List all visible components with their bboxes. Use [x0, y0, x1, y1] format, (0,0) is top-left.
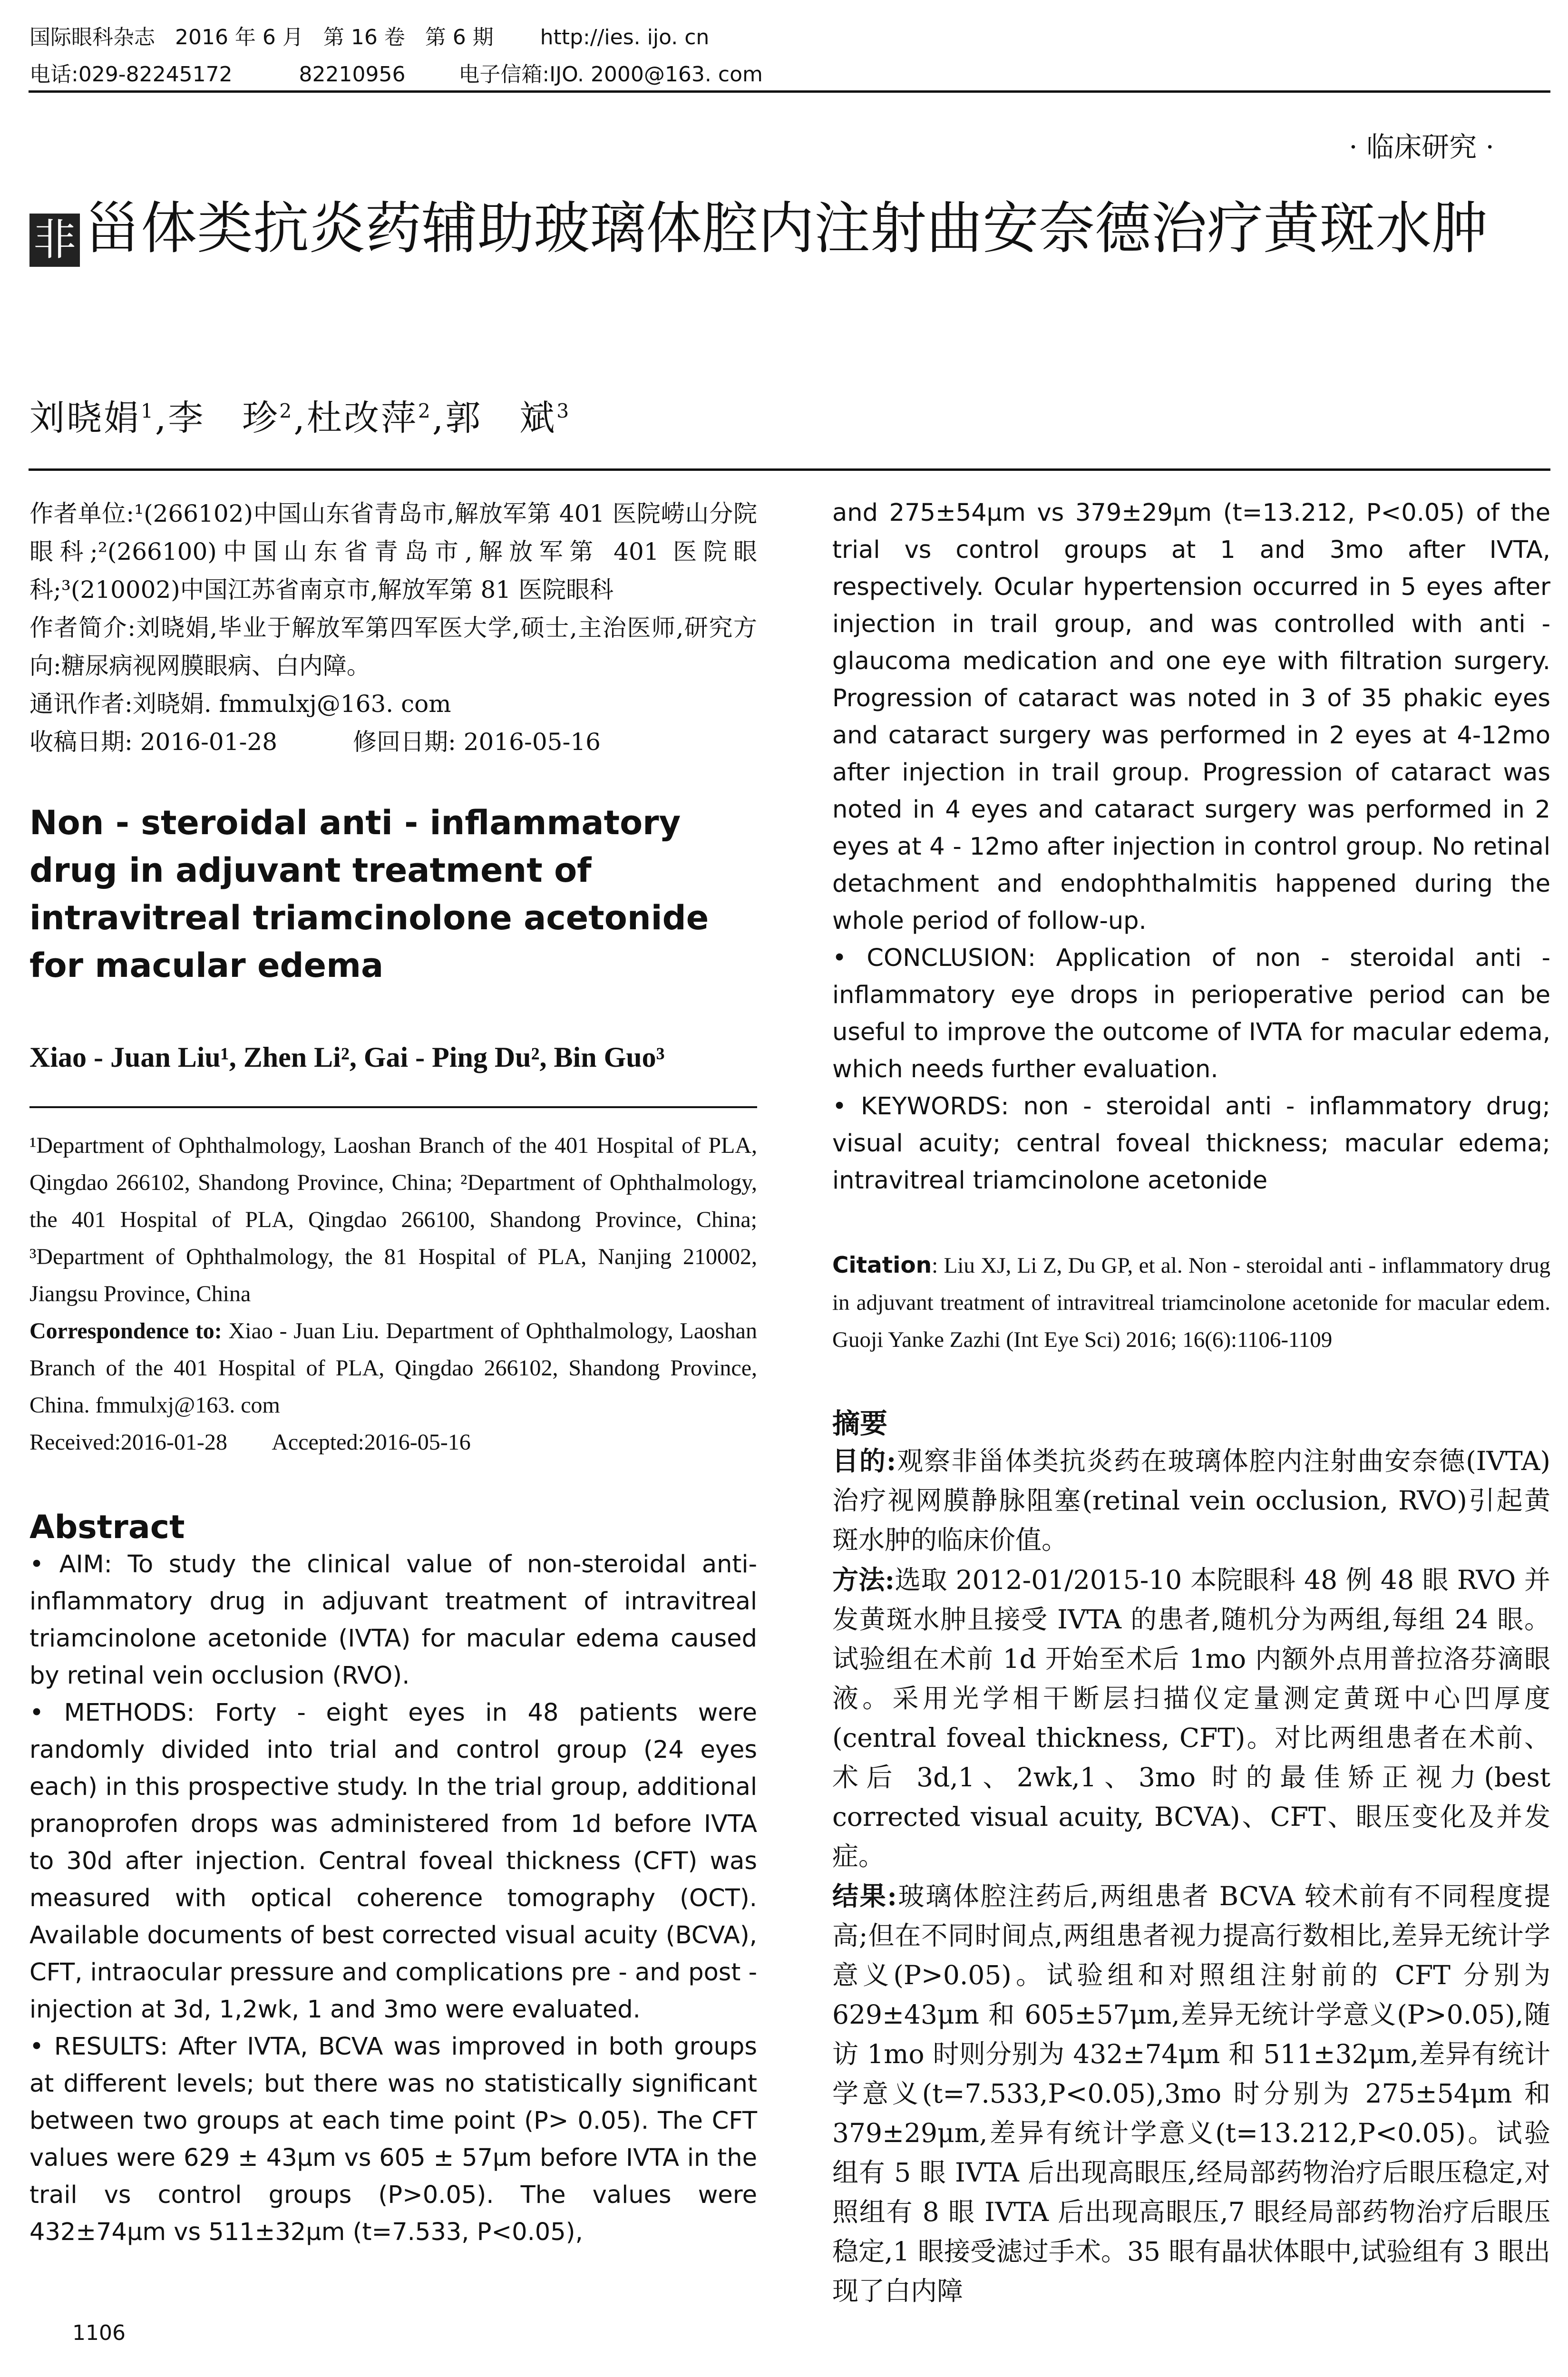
cn-abstract-method — [832, 1560, 1550, 1876]
article-title — [29, 190, 1551, 267]
title-text: 甾体类抗炎药辅助玻璃体腔内注射曲安奈德治疗黄斑水肿 — [85, 195, 1488, 261]
cn-abstract-heading: 摘要 — [832, 1407, 888, 1440]
cn-abstract-purpose — [832, 1441, 1550, 1560]
cn-abstract-result — [832, 1876, 1550, 2311]
author-name: 李 珍 — [168, 398, 280, 438]
corresponding-author-cn: 通讯作者:刘晓娟. fmmulxj@163. com — [29, 690, 451, 718]
method-label: 方法: — [832, 1564, 895, 1595]
journal-header-line1: 国际眼科杂志 2016 年 6 月 第 16 卷 第 6 期 http://ies. ijo. cn — [29, 25, 710, 49]
result-text: 玻璃体腔注药后,两组患者 BCVA 较术前有不同程度提高;但在不同时间点,两组患者视力提高行数相比,差异无统计学意义(P>0.05)。试验组和对照组注射前的 CFT 分别为 629±43μm 和 605±57μm,差异无统计学意义(P>0.05),随访 1mo 时则分别为 432±74μm 和 511±32μm,差异有统计学意义(t=7.533,P<0.05),3mo 时分别为 275±54μm 和 379±29μm,差异有统计学意义(t=13.212,P<0.05)。试验组有 5 眼 IVTA 后出现高眼压,经局部药物治疗后眼压稳定,对照组有 8 眼 IVTA 后出现高眼压,7 眼经局部药物治疗后眼压稳定,1 眼接受滤过手术。35 眼有晶状体眼中,试验组有 3 眼出现了白内障 — [832, 1881, 1550, 2306]
citation-text: : Liu XJ, Li Z, Du GP, et al. Non - steroidal anti - inflammatory drug in adjuvant treatment of intravitreal triamcinolone acetonide for macular edem. Guoji Yanke Zazhi (Int Eye Sci) 2016; 16(6):1106-1109 — [832, 1253, 1550, 1352]
correspondence — [29, 1313, 757, 1424]
abstract-heading: Abstract — [29, 1509, 185, 1546]
citation — [832, 1247, 1550, 1358]
affiliation-rule — [29, 1106, 757, 1108]
author-affil-mark: 2 — [418, 399, 432, 423]
abstract-results-continued: and 275±54μm vs 379±29μm (t=13.212, P<0.05) of the trial vs control groups at 1 and 3mo after IVTA, respectively. Ocular hypertension occurred in 5 eyes after injection in trail group, and was controlled with anti - glaucoma medication and one eye with filtration surgery. Progression of cataract was noted in 3 of 35 phakic eyes and cataract surgery was performed in 2 eyes at 4-12mo after injection in trail group. Progression of cataract was noted in 4 eyes and cataract surgery was performed in 2 eyes at 4 - 12mo after injection in control group. No retinal detachment and endophthalmitis happened during the whole period of follow-up. — [832, 499, 1550, 935]
correspondence-label: Correspondence to: — [29, 1318, 222, 1344]
english-authors: Xiao - Juan Liu¹, Zhen Li², Gai - Ping Du², Bin Guo³ — [29, 1042, 665, 1073]
dates-cn: 收稿日期: 2016-01-28 修回日期: 2016-05-16 — [29, 728, 601, 756]
result-label: 结果: — [832, 1880, 897, 1911]
abstract-aim: • AIM: To study the clinical value of non-steroidal anti-inflammatory drug in adjuvant treatment of intravitreal triamcinolone acetonide (IVTA) for macular edema caused by retinal vein occlusion (RVO). — [29, 1550, 757, 1690]
page-number: 1106 — [72, 2321, 126, 2345]
author-name: 郭 斌 — [445, 398, 557, 438]
left-column — [29, 495, 757, 2251]
abstract-keywords: • KEYWORDS: non - steroidal anti - inflammatory drug; visual acuity; central foveal thickness; macular edema; intravitreal triamcinolone acetonide — [832, 1092, 1550, 1195]
authors-cn: 刘晓娟$^1$,李 珍$^2$,杜改萍$^2$,郭 斌$^3$ — [29, 398, 571, 438]
author-units: 作者单位:¹(266102)中国山东省青岛市,解放军第 401 医院崂山分院眼科;²(266100)中国山东省青岛市,解放军第 401 医院眼科;³(210002)中国江苏省南京市,解放军第 81 医院眼科 — [29, 500, 757, 604]
english-affiliations: ¹Department of Ophthalmology, Laoshan Branch of the 401 Hospital of PLA, Qingdao 266102, Shandong Province, China; ²Department of Ophthalmology, the 401 Hospital of PLA, Qingdao 266100, Shandong Province, China; ³Department of Ophthalmology, the 81 Hospital of PLA, Nanjing 210002, Jiangsu Province, China — [29, 1133, 757, 1306]
english-title: Non - steroidal anti - inflammatory drug in adjuvant treatment of intravitreal triamcinolone acetonide for macular edema — [29, 803, 709, 985]
author-affil-mark: 2 — [279, 399, 294, 423]
header-rule — [29, 90, 1550, 93]
purpose-text: 观察非甾体类抗炎药在玻璃体腔内注射曲安奈德(IVTA)治疗视网膜静脉阻塞(retinal vein occlusion, RVO)引起黄斑水肿的临床价值。 — [832, 1446, 1550, 1555]
abstract-conclusion: • CONCLUSION: Application of non - steroidal anti - inflammatory eye drops in perioperative period can be useful to improve the outcome of IVTA for macular edema, which needs further evaluation. — [832, 944, 1550, 1083]
author-bio: 作者简介:刘晓娟,毕业于解放军第四军医大学,硕士,主治医师,研究方向:糖尿病视网膜眼病、白内障。 — [29, 614, 757, 680]
author-affil-mark: 3 — [556, 399, 571, 423]
citation-label: Citation — [832, 1252, 932, 1278]
purpose-label: 目的: — [832, 1445, 896, 1476]
author-affil-mark: 1 — [141, 399, 155, 423]
author-name: 杜改萍 — [306, 398, 418, 438]
correspondence-text: Xiao - Juan Liu. Department of Ophthalmology, Laoshan Branch of the 401 Hospital of PLA, Qingdao 266102, Shandong Province, China. fmmulxj@163. com — [29, 1318, 757, 1418]
method-text: 选取 2012-01/2015-10 本院眼科 48 例 48 眼 RVO 并发黄斑水肿且接受 IVTA 的患者,随机分为两组,每组 24 眼。试验组在术前 1d 开始至术后 1mo 内额外点用普拉洛芬滴眼液。采用光学相干断层扫描仪定量测定黄斑中心凹厚度(central foveal thickness, CFT)。对比两组患者在术前、术后 3d,1、2wk,1、3mo 时的最佳矫正视力(best corrected visual acuity, BCVA)、CFT、眼压变化及并发症。 — [832, 1565, 1550, 1871]
author-name: 刘晓娟 — [29, 398, 141, 438]
dates-en: Received:2016-01-28 Accepted:2016-05-16 — [29, 1430, 471, 1455]
right-column — [832, 495, 1550, 2311]
abstract-methods: • METHODS: Forty - eight eyes in 48 patients were randomly divided into trial and control group (24 eyes each) in this prospective study. In the trial group, additional pranoprofen drops was administered from 1d before IVTA to 30d after injection. Central foveal thickness (CFT) was measured with optical coherence tomography (OCT). Available documents of best corrected visual acuity (BCVA), CFT, intraocular pressure and complications pre - and post - injection at 3d, 1,2wk, 1 and 3mo were evaluated. — [29, 1699, 757, 2024]
journal-header-line2: 电话:029-82245172 82210956 电子信箱:IJO. 2000@163. com — [29, 62, 763, 87]
section-tag: · 临床研究 · — [1349, 131, 1494, 163]
title-block-rule — [29, 468, 1550, 471]
abstract-results: • RESULTS: After IVTA, BCVA was improved in both groups at different levels; but there was no statistically significant between two groups at each time point (P> 0.05). The CFT values were 629 ± 43μm vs 605 ± 57μm before IVTA in the trail vs control groups (P>0.05). The values were 432±74μm vs 511±32μm (t=7.533, P<0.05), — [29, 2033, 757, 2246]
title-first-char-badge: 非 — [29, 214, 80, 267]
